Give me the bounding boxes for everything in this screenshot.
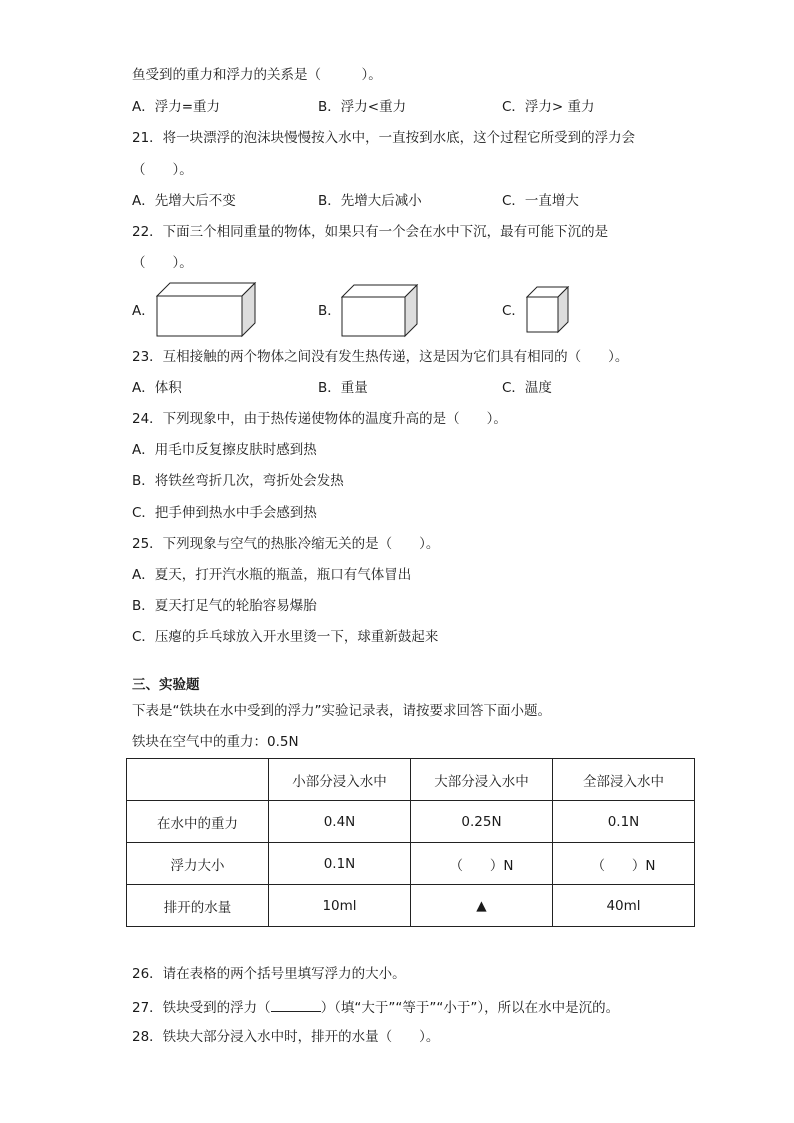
table-cell: 0.1N <box>553 801 695 843</box>
q23-option-b[interactable]: B．重量 <box>318 380 368 396</box>
table-header-cell: 小部分浸入水中 <box>269 759 411 801</box>
q25-stem: 25．下列现象与空气的热胀冷缩无关的是（ ）。 <box>132 536 440 552</box>
q21-stem-tail: （ ）。 <box>132 162 193 178</box>
q25-option-a[interactable]: A．夏天，打开汽水瓶的瓶盖，瓶口有气体冒出 <box>132 567 412 583</box>
q22-option-a[interactable]: A． <box>132 303 155 319</box>
box-c-small-cube-icon <box>526 286 570 334</box>
table-cell: 40ml <box>553 885 695 927</box>
q22-stem: 22．下面三个相同重量的物体，如果只有一个会在水中下沉，最有可能下沉的是 <box>132 224 609 240</box>
q24-option-b[interactable]: B．将铁丝弯折几次，弯折处会发热 <box>132 473 344 489</box>
table-header-cell <box>127 759 269 801</box>
table-cell-answer-blank[interactable]: （ ）N <box>411 843 553 885</box>
table-row <box>127 885 695 927</box>
q26-stem: 26．请在表格的两个括号里填写浮力的大小。 <box>132 966 406 982</box>
q24-option-a[interactable]: A．用毛巾反复擦皮肤时感到热 <box>132 442 317 458</box>
q24-stem: 24．下列现象中，由于热传递使物体的温度升高的是（ ）。 <box>132 411 507 427</box>
q20-option-c[interactable]: C．浮力> 重力 <box>502 99 595 115</box>
q21-option-b[interactable]: B．先增大后减小 <box>318 193 422 209</box>
table-cell: 0.25N <box>411 801 553 843</box>
triangle-marker-cell: ▲ <box>411 885 553 927</box>
table-row-label: 在水中的重力 <box>127 801 269 843</box>
section-heading: 三、实验题 <box>132 677 200 693</box>
table-row-label: 排开的水量 <box>127 885 269 927</box>
q23-option-a[interactable]: A．体积 <box>132 380 182 396</box>
table-cell: 0.1N <box>269 843 411 885</box>
table-row <box>127 801 695 843</box>
table-header-cell: 大部分浸入水中 <box>411 759 553 801</box>
experiment-table <box>126 758 695 927</box>
table-row-label: 浮力大小 <box>127 843 269 885</box>
q20-option-b[interactable]: B．浮力<重力 <box>318 99 407 115</box>
q21-option-c[interactable]: C．一直增大 <box>502 193 579 209</box>
q20-stem-tail: 鱼受到的重力和浮力的关系是（ ）。 <box>132 67 382 83</box>
iron-weight-in-air: 铁块在空气中的重力：0.5N <box>132 734 299 750</box>
table-header-row <box>127 759 695 801</box>
table-cell-answer-blank[interactable]: （ ）N <box>553 843 695 885</box>
box-a-long-flat-icon <box>156 282 258 338</box>
q23-stem: 23．互相接触的两个物体之间没有发生热传递，这是因为它们具有相同的（ ）。 <box>132 349 629 365</box>
q24-option-c[interactable]: C．把手伸到热水中手会感到热 <box>132 505 317 521</box>
table-header-cell: 全部浸入水中 <box>553 759 695 801</box>
q27-stem <box>132 997 619 1017</box>
q27-suffix: ）（填“大于”“等于”“小于”），所以在水中是沉的。 <box>320 1000 620 1016</box>
q22-stem-tail: （ ）。 <box>132 255 193 271</box>
q28-stem: 28．铁块大部分浸入水中时，排开的水量（ ）。 <box>132 1029 440 1045</box>
q22-option-c[interactable]: C． <box>502 303 525 319</box>
q25-option-b[interactable]: B．夏天打足气的轮胎容易爆胎 <box>132 598 317 614</box>
q27-prefix: 27．铁块受到的浮力（ <box>132 1000 271 1016</box>
table-cell: 10ml <box>269 885 411 927</box>
q23-option-c[interactable]: C．温度 <box>502 380 552 396</box>
q21-option-a[interactable]: A．先增大后不变 <box>132 193 236 209</box>
box-b-medium-icon <box>341 284 419 338</box>
q27-answer-blank[interactable] <box>271 997 321 1012</box>
q21-stem: 21．将一块漂浮的泡沫块慢慢按入水中，一直按到水底，这个过程它所受到的浮力会 <box>132 130 636 146</box>
experiment-intro: 下表是“铁块在水中受到的浮力”实验记录表，请按要求回答下面小题。 <box>132 703 551 719</box>
q25-option-c[interactable]: C．压瘪的乒乓球放入开水里烫一下，球重新鼓起来 <box>132 629 439 645</box>
table-cell: 0.4N <box>269 801 411 843</box>
table-row <box>127 843 695 885</box>
q22-option-b[interactable]: B． <box>318 303 341 319</box>
q20-option-a[interactable]: A．浮力=重力 <box>132 99 221 115</box>
